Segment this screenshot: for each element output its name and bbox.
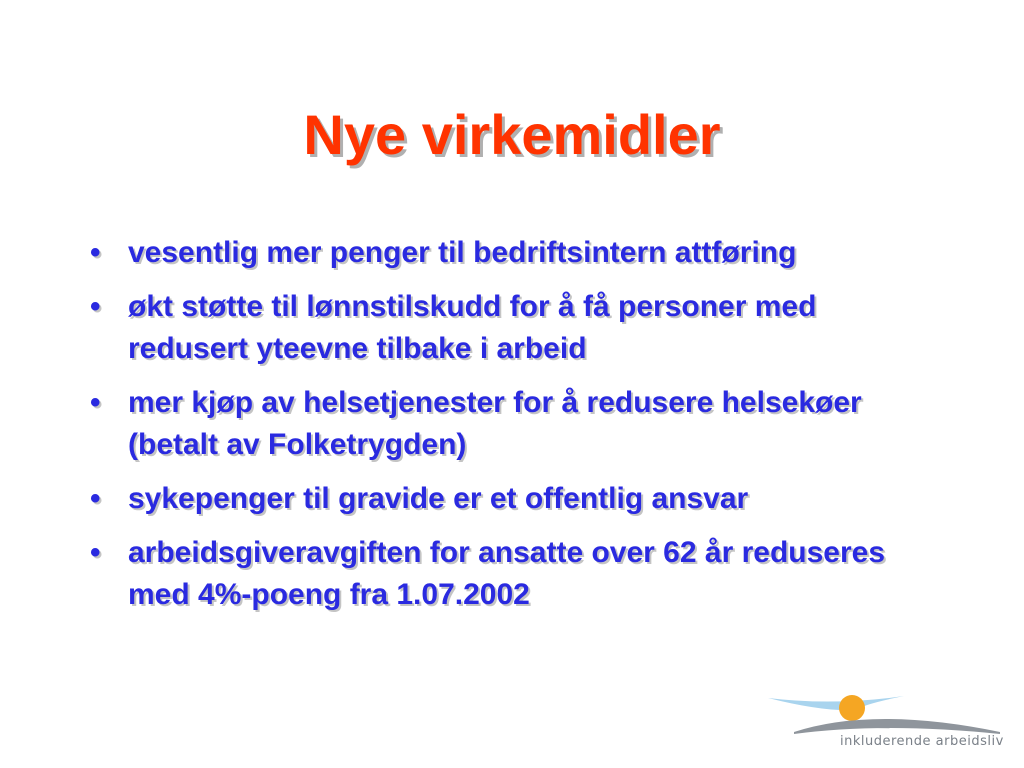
logo-text: inkluderende arbeidsliv xyxy=(840,734,1004,749)
bullet-text: sykepenger til gravide er et offentlig ansvar xyxy=(128,482,749,515)
logo-sky-shape xyxy=(768,696,904,710)
bullet-text: mer kjøp av helsetjenester for å redusere helsekøer (betalt av Folketrygden) xyxy=(128,386,862,461)
bullet-item xyxy=(90,382,920,466)
bullet-icon: • xyxy=(90,536,101,569)
bullet-text: økt støtte til lønnstilskudd for å få personer med redusert yteevne tilbake i arbeid xyxy=(128,290,817,365)
bullet-item xyxy=(90,532,920,616)
bullet-list xyxy=(90,232,920,628)
bullet-icon: • xyxy=(90,236,101,269)
bullet-icon: • xyxy=(90,290,101,323)
slide-title: Nye virkemidler xyxy=(303,103,721,166)
bullet-text: arbeidsgiveravgiften for ansatte over 62 år reduseres med 4%-poeng fra 1.07.2002 xyxy=(128,536,886,611)
logo-sun-shape xyxy=(839,695,865,721)
bullet-text: vesentlig mer penger til bedriftsintern attføring xyxy=(128,236,797,269)
bullet-item xyxy=(90,286,920,370)
bullet-icon: • xyxy=(90,482,101,515)
bullet-item xyxy=(90,478,920,520)
logo-ground-shape xyxy=(794,719,1000,734)
bullet-icon: • xyxy=(90,386,101,419)
bullet-item xyxy=(90,232,920,274)
